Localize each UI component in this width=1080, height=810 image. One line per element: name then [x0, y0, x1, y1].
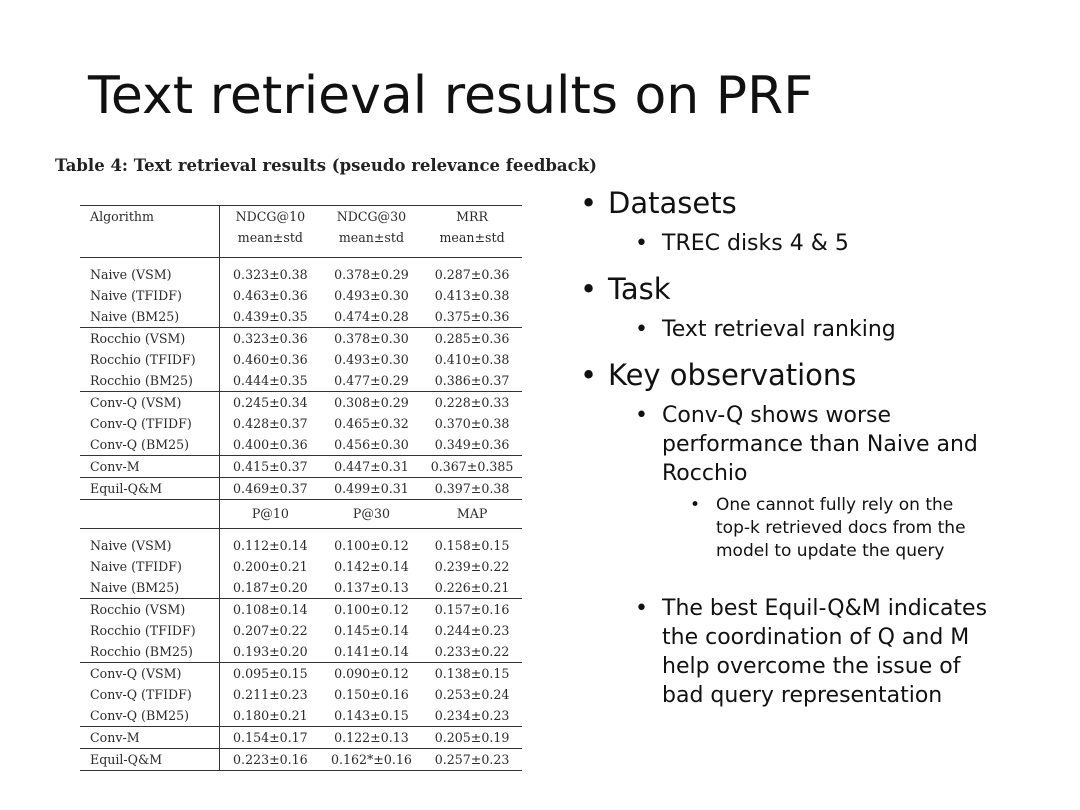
table-cell-value: 0.100±0.12	[321, 599, 422, 621]
table-cell-algorithm: Rocchio (TFIDF)	[90, 352, 196, 367]
table-cell-value: 0.180±0.21	[220, 705, 321, 727]
table-cell-value: 0.253±0.24	[434, 687, 510, 702]
table-cell-value: 0.410±0.38	[434, 352, 510, 367]
table-row	[80, 599, 522, 621]
table-header-cell: mean±std	[439, 230, 505, 245]
table-header-row	[80, 500, 522, 529]
table-cell-value: 0.158±0.15	[422, 529, 522, 557]
bullet-dot-icon: •	[635, 403, 648, 428]
table-cell-value: 0.447±0.31	[321, 456, 422, 478]
table-cell-algorithm: Naive (VSM)	[80, 529, 220, 557]
table-header-cell: MRR	[422, 206, 522, 229]
table-row	[80, 577, 522, 599]
table-row	[80, 328, 522, 350]
table-header-cell: P@10	[220, 500, 321, 529]
table-cell-value: 0.285±0.36	[422, 328, 522, 350]
bullet-level-1	[580, 358, 1020, 392]
bullet-level-3	[690, 494, 990, 563]
table-header-cell: MAP	[422, 500, 522, 529]
table-cell-value: 0.308±0.29	[321, 392, 422, 414]
table-row	[80, 285, 522, 306]
table-cell-value: 0.187±0.20	[220, 577, 321, 599]
table-cell-value: 0.122±0.13	[321, 727, 422, 749]
table-cell-value: 0.154±0.17	[220, 727, 321, 749]
table-cell-algorithm: Naive (TFIDF)	[90, 559, 182, 574]
table-cell-algorithm: Rocchio (VSM)	[80, 599, 220, 621]
table-cell-value: 0.378±0.29	[321, 258, 422, 286]
bullet-dot-icon: •	[580, 186, 598, 220]
table-cell-value: 0.439±0.35	[220, 306, 321, 328]
table-cell-value: 0.234±0.23	[434, 708, 510, 723]
bullet-level-2	[635, 401, 995, 488]
table-header-cell: NDCG@10	[220, 206, 321, 229]
table-cell-value: 0.477±0.29	[334, 373, 409, 388]
table-cell-value: 0.239±0.22	[434, 559, 510, 574]
table-cell-value: 0.469±0.37	[220, 478, 321, 500]
bullet-level-1	[580, 186, 1020, 220]
table-row	[80, 529, 522, 557]
table-cell-value: 0.162*±0.16	[321, 749, 422, 771]
table-cell-value: 0.205±0.19	[422, 727, 522, 749]
table-cell-value: 0.474±0.28	[334, 309, 409, 324]
table-cell-value: 0.193±0.20	[220, 641, 321, 663]
bullet-text: One cannot fully rely on the top-k retrieved docs from the model to update the query	[716, 495, 966, 561]
table-cell-value: 0.493±0.30	[334, 288, 409, 303]
table-header-cell	[80, 228, 220, 258]
table-cell-value: 0.400±0.36	[220, 434, 321, 456]
table-row	[80, 684, 522, 705]
table-row	[80, 620, 522, 641]
table-cell-value: 0.143±0.15	[334, 708, 409, 723]
bullet-level-2	[635, 594, 995, 710]
table-cell-value: 0.499±0.31	[321, 478, 422, 500]
table-header-cell: mean±std	[220, 228, 321, 258]
table-row	[80, 641, 522, 663]
table-subheader-row	[80, 228, 522, 258]
table-cell-value: 0.112±0.14	[220, 529, 321, 557]
table-cell-value: 0.444±0.35	[220, 370, 321, 392]
slide-title: Text retrieval results on PRF	[88, 66, 814, 126]
table-cell-value: 0.397±0.38	[422, 478, 522, 500]
table-row	[80, 349, 522, 370]
table-cell-value: 0.245±0.34	[220, 392, 321, 414]
table-cell-value: 0.367±0.385	[422, 456, 522, 478]
table-cell-value: 0.287±0.36	[422, 258, 522, 286]
table-cell-value: 0.137±0.13	[334, 580, 409, 595]
table-cell-value: 0.150±0.16	[334, 687, 409, 702]
table-row	[80, 556, 522, 577]
table-cell-algorithm: Conv-M	[80, 727, 220, 749]
table-cell-value: 0.138±0.15	[422, 663, 522, 685]
bullet-dot-icon: •	[635, 317, 648, 342]
table-cell-algorithm: Naive (TFIDF)	[90, 288, 182, 303]
bullet-text: The best Equil-Q&M indicates the coordination of Q and M help overcome the issue of bad query representation	[662, 596, 988, 708]
table-header-cell: mean±std	[338, 230, 405, 245]
table-header-cell: P@30	[321, 500, 422, 529]
table-cell-value: 0.228±0.33	[422, 392, 522, 414]
table-row	[80, 478, 522, 500]
table-cell-value: 0.090±0.12	[321, 663, 422, 685]
table-cell-algorithm: Equil-Q&M	[80, 478, 220, 500]
table-row	[80, 705, 522, 727]
table-header-cell: NDCG@30	[321, 206, 422, 229]
bullet-text: Task	[608, 272, 671, 306]
table-cell-value: 0.370±0.38	[434, 416, 510, 431]
table-cell-value: 0.142±0.14	[334, 559, 409, 574]
table-cell-algorithm: Naive (BM25)	[90, 309, 180, 324]
table-header-row	[80, 206, 522, 229]
table-cell-value: 0.415±0.37	[220, 456, 321, 478]
bullet-dot-icon: •	[690, 495, 701, 515]
bullet-text: Conv-Q shows worse performance than Naive and Rocchio	[662, 403, 978, 486]
bullet-dot-icon: •	[635, 596, 648, 621]
table-cell-value: 0.428±0.37	[220, 413, 321, 434]
table-cell-value: 0.211±0.23	[220, 684, 321, 705]
table-cell-value: 0.244±0.23	[434, 623, 510, 638]
results-table	[80, 205, 522, 771]
table-row	[80, 434, 522, 456]
table-cell-value: 0.413±0.38	[434, 288, 510, 303]
table-cell-value: 0.378±0.30	[321, 328, 422, 350]
table-cell-value: 0.141±0.14	[334, 644, 409, 659]
table-cell-algorithm: Naive (VSM)	[80, 258, 220, 286]
table-cell-value: 0.157±0.16	[422, 599, 522, 621]
table-row	[80, 749, 522, 771]
table-cell-algorithm: Conv-Q (VSM)	[80, 663, 220, 685]
table-cell-value: 0.323±0.36	[220, 328, 321, 350]
table-row	[80, 413, 522, 434]
table-cell-algorithm: Rocchio (BM25)	[90, 644, 193, 659]
table-row	[80, 370, 522, 392]
table-row	[80, 306, 522, 328]
table-cell-value: 0.323±0.38	[220, 258, 321, 286]
bullet-level-2	[635, 315, 995, 344]
table-row	[80, 456, 522, 478]
table-cell-algorithm: Conv-Q (TFIDF)	[90, 416, 192, 431]
table-cell-value: 0.207±0.22	[220, 620, 321, 641]
bullet-text: Key observations	[608, 358, 857, 392]
table-cell-algorithm: Naive (BM25)	[90, 580, 180, 595]
bullet-dot-icon: •	[635, 231, 648, 256]
table-cell-value: 0.493±0.30	[334, 352, 409, 367]
table-cell-value: 0.463±0.36	[220, 285, 321, 306]
table-row	[80, 392, 522, 414]
table-cell-value: 0.465±0.32	[334, 416, 409, 431]
table-cell-value: 0.095±0.15	[220, 663, 321, 685]
table-cell-value: 0.100±0.12	[321, 529, 422, 557]
bullet-level-2	[635, 229, 995, 258]
table-cell-value: 0.349±0.36	[434, 437, 510, 452]
table-cell-algorithm: Conv-M	[80, 456, 220, 478]
table-cell-algorithm: Conv-Q (VSM)	[80, 392, 220, 414]
table-cell-value: 0.200±0.21	[220, 556, 321, 577]
table-cell-value: 0.460±0.36	[220, 349, 321, 370]
table-header-cell	[80, 500, 220, 529]
bullet-level-1	[580, 272, 1020, 306]
table-row	[80, 663, 522, 685]
bullet-text: Text retrieval ranking	[662, 317, 896, 342]
table-row	[80, 258, 522, 286]
table-cell-algorithm: Conv-Q (BM25)	[90, 708, 190, 723]
table-cell-algorithm: Rocchio (TFIDF)	[90, 623, 196, 638]
table-row	[80, 727, 522, 749]
bullet-dot-icon: •	[580, 272, 598, 306]
table-cell-value: 0.375±0.36	[434, 309, 510, 324]
table-cell-algorithm: Conv-Q (TFIDF)	[90, 687, 192, 702]
table-cell-value: 0.226±0.21	[434, 580, 510, 595]
table-cell-value: 0.145±0.14	[334, 623, 409, 638]
bullet-dot-icon: •	[580, 358, 598, 392]
table-cell-value: 0.233±0.22	[434, 644, 510, 659]
table-cell-algorithm: Rocchio (VSM)	[80, 328, 220, 350]
table-cell-algorithm: Conv-Q (BM25)	[90, 437, 190, 452]
table-cell-value: 0.108±0.14	[220, 599, 321, 621]
table-cell-value: 0.223±0.16	[220, 749, 321, 771]
table-cell-value: 0.386±0.37	[434, 373, 510, 388]
table-cell-algorithm: Equil-Q&M	[80, 749, 220, 771]
bullet-text: Datasets	[608, 186, 737, 220]
table-caption: Table 4: Text retrieval results (pseudo relevance feedback)	[55, 156, 597, 175]
table-cell-value: 0.456±0.30	[334, 437, 409, 452]
table-cell-value: 0.257±0.23	[422, 749, 522, 771]
table-header-cell: Algorithm	[80, 206, 220, 229]
table-cell-algorithm: Rocchio (BM25)	[90, 373, 193, 388]
bullet-text: TREC disks 4 & 5	[662, 231, 849, 256]
